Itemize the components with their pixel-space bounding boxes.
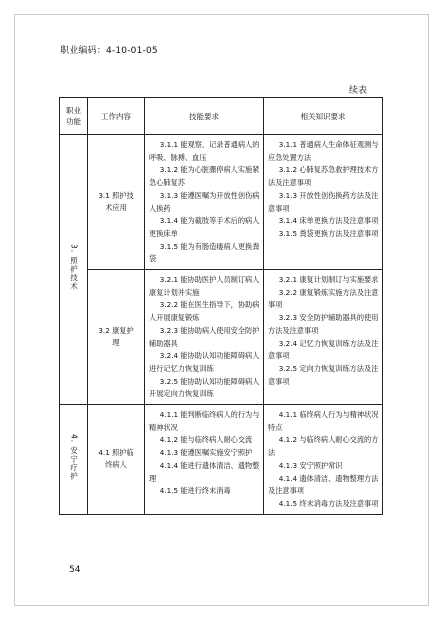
skill-item: 4.1.1 能判断临终病人的行为与精神状况	[149, 410, 260, 432]
knowledge-item: 4.1.1 临终病人行为与精神状况特点	[268, 410, 379, 432]
occupation-code: 职业编码：4-10-01-05	[60, 46, 158, 56]
knowledge-item: 3.2.1 康复计划制订与实施要求	[278, 275, 379, 285]
knowledge-cell	[264, 270, 383, 405]
knowledge-item: 4.1.3 安宁照护常识	[278, 460, 343, 470]
skills-table	[59, 97, 383, 515]
skill-item: 4.1.3 能遵医嘱实施安宁照护	[159, 448, 253, 458]
skill-item: 4.1.4 能进行遗体清洁、遗物整理	[149, 460, 260, 483]
table-header-row	[60, 98, 383, 135]
skills-cell	[145, 270, 264, 405]
knowledge-item: 3.1.5 粪袋更换方法及注意事项	[278, 228, 379, 238]
knowledge-item: 3.1.1 普通病人生命体征观测与应急处置方法	[268, 140, 379, 162]
knowledge-item: 3.1.3 开放性创伤换药方法及注意事项	[268, 190, 379, 213]
function-label: 3. 照护技术	[69, 243, 79, 291]
skill-item: 3.2.5 能协助认知功能障碍病人开展定向力恢复训练	[149, 376, 260, 399]
knowledge-item: 3.2.2 康复锻炼实施方法及注意事项	[268, 287, 379, 310]
knowledge-item: 4.1.2 与临终病人耐心交流的方法	[268, 435, 379, 458]
content-cell	[88, 135, 145, 270]
skills-cell	[145, 135, 264, 270]
function-cell	[60, 135, 88, 405]
function-cell	[60, 405, 88, 515]
skills-cell	[145, 405, 264, 515]
content-cell	[88, 270, 145, 405]
skill-item: 3.2.4 能协助认知功能障碍病人进行记忆力恢复训练	[149, 351, 260, 373]
skill-item: 3.1.5 能为有肠造瘘病人更换粪袋	[149, 241, 260, 264]
content-label: 3.1 照护技术应用	[98, 190, 134, 212]
table-row	[60, 405, 383, 515]
skill-item: 3.2.1 能协助医护人员制订病人康复计划并实施	[149, 275, 260, 297]
knowledge-item: 3.1.2 心肺复苏急救护理技术方法及注意事项	[268, 165, 379, 188]
page-number: 54	[69, 565, 81, 575]
content-label: 3.2 康复护理	[98, 325, 134, 347]
knowledge-cell	[264, 135, 383, 270]
table-row	[60, 270, 383, 405]
skill-item: 3.1.1 能观察、记录普通病人的呼吸、脉搏、血压	[149, 140, 260, 162]
skill-item: 3.2.3 能协助病人使用安全防护辅助器具	[149, 325, 260, 348]
skill-item: 3.1.4 能为截肢等手术后的病人更换床单	[149, 216, 260, 238]
knowledge-item: 3.2.3 安全防护辅助器具的使用方法及注意事项	[268, 313, 379, 335]
skill-item: 3.1.2 能为心脏骤停病人实施紧急心肺复苏	[149, 165, 260, 188]
knowledge-item: 3.2.5 定向力恢复训练方法及注意事项	[268, 363, 379, 386]
function-label: 4. 安宁疗护	[69, 433, 79, 481]
header-knowledge: 相关知识要求	[264, 98, 383, 135]
knowledge-item: 3.2.4 记忆力恢复训练方法及注意事项	[268, 338, 379, 361]
skill-item: 4.1.5 能进行终末消毒	[159, 486, 231, 496]
knowledge-item: 4.1.5 终末消毒方法及注意事项	[278, 498, 379, 508]
continued-label: 续表	[349, 86, 368, 96]
header-function: 职业功能	[60, 98, 88, 135]
skill-item: 3.2.2 能在医生指导下，协助病人开展康复锻炼	[149, 300, 260, 323]
table-row	[60, 135, 383, 270]
skill-item: 4.1.2 能与临终病人耐心交流	[159, 435, 253, 445]
header-content: 工作内容	[88, 98, 145, 135]
content-label: 4.1 照护临终病人	[98, 448, 134, 470]
content-cell	[88, 405, 145, 515]
knowledge-item: 4.1.4 遗体清洁、遗物整理方法及注意事项	[268, 473, 379, 496]
knowledge-item: 3.1.4 床单更换方法及注意事项	[278, 216, 379, 226]
header-skills: 技能要求	[145, 98, 264, 135]
knowledge-cell	[264, 405, 383, 515]
skill-item: 3.1.3 能遵医嘱为开放性创伤病人换药	[149, 190, 260, 213]
